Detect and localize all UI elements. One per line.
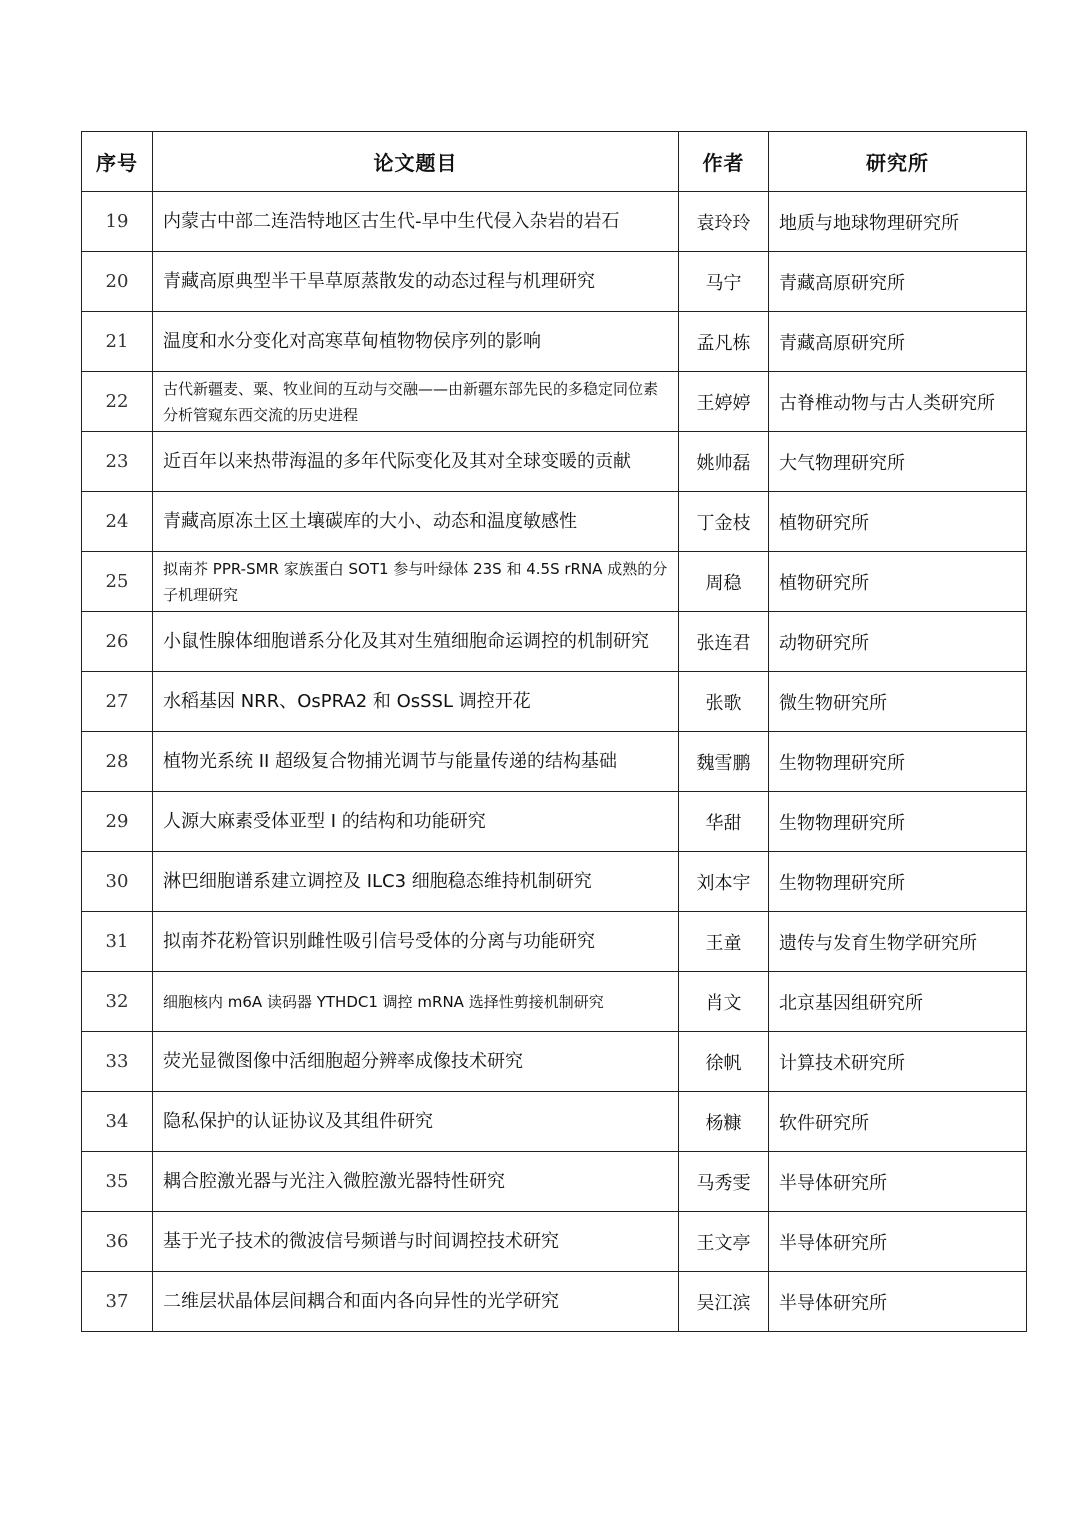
- row-title: 耦合腔激光器与光注入微腔激光器特性研究: [153, 1152, 679, 1212]
- row-title: 二维层状晶体层间耦合和面内各向异性的光学研究: [153, 1272, 679, 1332]
- table-row: [82, 1152, 1027, 1212]
- table-header-row: [82, 132, 1027, 192]
- row-title: 人源大麻素受体亚型 I 的结构和功能研究: [153, 792, 679, 852]
- row-author: 丁金枝: [679, 492, 769, 552]
- row-institute: 半导体研究所: [769, 1212, 1027, 1272]
- row-author: 姚帅磊: [679, 432, 769, 492]
- row-institute: 青藏高原研究所: [769, 252, 1027, 312]
- paper-award-table: [81, 131, 1027, 1332]
- table-row: [82, 372, 1027, 432]
- row-title: 青藏高原典型半干旱草原蒸散发的动态过程与机理研究: [153, 252, 679, 312]
- row-title: 隐私保护的认证协议及其组件研究: [153, 1092, 679, 1152]
- table-row: [82, 792, 1027, 852]
- table-row: [82, 312, 1027, 372]
- row-author: 吴江滨: [679, 1272, 769, 1332]
- row-title: 基于光子技术的微波信号频谱与时间调控技术研究: [153, 1212, 679, 1272]
- row-institute: 半导体研究所: [769, 1272, 1027, 1332]
- row-title: 古代新疆麦、粟、牧业间的互动与交融——由新疆东部先民的多稳定同位素分析管窥东西交流的历史进程: [153, 372, 679, 432]
- row-num: 24: [82, 492, 153, 552]
- row-author: 杨糠: [679, 1092, 769, 1152]
- row-title: 细胞核内 m6A 读码器 YTHDC1 调控 mRNA 选择性剪接机制研究: [153, 972, 679, 1032]
- row-author: 徐帆: [679, 1032, 769, 1092]
- row-author: 王童: [679, 912, 769, 972]
- row-title: 内蒙古中部二连浩特地区古生代-早中生代侵入杂岩的岩石: [153, 192, 679, 252]
- table-row: [82, 1272, 1027, 1332]
- row-institute: 大气物理研究所: [769, 432, 1027, 492]
- row-institute: 生物物理研究所: [769, 792, 1027, 852]
- row-title: 青藏高原冻土区土壤碳库的大小、动态和温度敏感性: [153, 492, 679, 552]
- row-num: 19: [82, 192, 153, 252]
- row-title: 植物光系统 II 超级复合物捕光调节与能量传递的结构基础: [153, 732, 679, 792]
- row-num: 20: [82, 252, 153, 312]
- header-author: 作者: [679, 132, 769, 192]
- row-num: 36: [82, 1212, 153, 1272]
- row-num: 26: [82, 612, 153, 672]
- row-title: 淋巴细胞谱系建立调控及 ILC3 细胞稳态维持机制研究: [153, 852, 679, 912]
- row-num: 33: [82, 1032, 153, 1092]
- table-row: [82, 1212, 1027, 1272]
- row-num: 23: [82, 432, 153, 492]
- row-num: 25: [82, 552, 153, 612]
- row-title: 拟南芥 PPR-SMR 家族蛋白 SOT1 参与叶绿体 23S 和 4.5S rRNA 成熟的分子机理研究: [153, 552, 679, 612]
- row-institute: 北京基因组研究所: [769, 972, 1027, 1032]
- row-num: 27: [82, 672, 153, 732]
- row-author: 王文亭: [679, 1212, 769, 1272]
- row-title: 小鼠性腺体细胞谱系分化及其对生殖细胞命运调控的机制研究: [153, 612, 679, 672]
- table-row: [82, 612, 1027, 672]
- row-title: 拟南芥花粉管识别雌性吸引信号受体的分离与功能研究: [153, 912, 679, 972]
- row-author: 张歌: [679, 672, 769, 732]
- row-institute: 地质与地球物理研究所: [769, 192, 1027, 252]
- header-title: 论文题目: [153, 132, 679, 192]
- row-institute: 植物研究所: [769, 492, 1027, 552]
- row-num: 30: [82, 852, 153, 912]
- table-row: [82, 1092, 1027, 1152]
- row-num: 32: [82, 972, 153, 1032]
- row-author: 马秀雯: [679, 1152, 769, 1212]
- row-author: 马宁: [679, 252, 769, 312]
- row-author: 周稳: [679, 552, 769, 612]
- table-row: [82, 1032, 1027, 1092]
- table-row: [82, 552, 1027, 612]
- header-institute: 研究所: [769, 132, 1027, 192]
- row-institute: 软件研究所: [769, 1092, 1027, 1152]
- row-title: 近百年以来热带海温的多年代际变化及其对全球变暖的贡献: [153, 432, 679, 492]
- row-author: 孟凡栋: [679, 312, 769, 372]
- table-row: [82, 492, 1027, 552]
- table-row: [82, 912, 1027, 972]
- row-institute: 动物研究所: [769, 612, 1027, 672]
- table-row: [82, 852, 1027, 912]
- row-author: 刘本宇: [679, 852, 769, 912]
- row-title: 温度和水分变化对高寒草甸植物物侯序列的影响: [153, 312, 679, 372]
- row-title: 荧光显微图像中活细胞超分辨率成像技术研究: [153, 1032, 679, 1092]
- table-row: [82, 972, 1027, 1032]
- row-num: 31: [82, 912, 153, 972]
- row-institute: 古脊椎动物与古人类研究所: [769, 372, 1027, 432]
- row-num: 34: [82, 1092, 153, 1152]
- table-row: [82, 252, 1027, 312]
- row-num: 29: [82, 792, 153, 852]
- row-num: 22: [82, 372, 153, 432]
- row-institute: 青藏高原研究所: [769, 312, 1027, 372]
- row-author: 肖文: [679, 972, 769, 1032]
- row-institute: 生物物理研究所: [769, 852, 1027, 912]
- row-institute: 半导体研究所: [769, 1152, 1027, 1212]
- row-num: 37: [82, 1272, 153, 1332]
- table-row: [82, 672, 1027, 732]
- row-author: 魏雪鹏: [679, 732, 769, 792]
- table-row: [82, 192, 1027, 252]
- row-num: 28: [82, 732, 153, 792]
- row-institute: 植物研究所: [769, 552, 1027, 612]
- row-title: 水稻基因 NRR、OsPRA2 和 OsSSL 调控开花: [153, 672, 679, 732]
- header-num: 序号: [82, 132, 153, 192]
- row-author: 华甜: [679, 792, 769, 852]
- row-institute: 生物物理研究所: [769, 732, 1027, 792]
- row-author: 张连君: [679, 612, 769, 672]
- row-num: 21: [82, 312, 153, 372]
- row-author: 袁玲玲: [679, 192, 769, 252]
- row-num: 35: [82, 1152, 153, 1212]
- row-institute: 计算技术研究所: [769, 1032, 1027, 1092]
- table-row: [82, 432, 1027, 492]
- row-author: 王婷婷: [679, 372, 769, 432]
- table-row: [82, 732, 1027, 792]
- row-institute: 微生物研究所: [769, 672, 1027, 732]
- row-institute: 遗传与发育生物学研究所: [769, 912, 1027, 972]
